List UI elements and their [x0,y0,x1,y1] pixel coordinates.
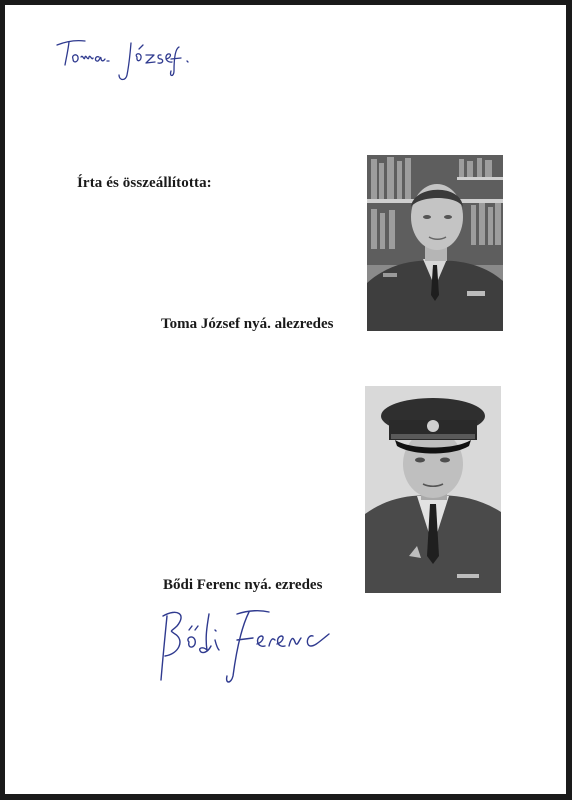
author-name-toma: Toma József nyá. alezredes [161,316,334,332]
portrait-photo-toma [367,155,503,331]
document-page [5,5,566,794]
signature-bodi [153,590,343,690]
portrait-photo-bodi [365,386,501,593]
signature-toma [53,35,223,85]
credits-heading: Írta és összeállította: [77,175,212,191]
author-name-bodi: Bődi Ferenc nyá. ezredes [163,577,323,593]
